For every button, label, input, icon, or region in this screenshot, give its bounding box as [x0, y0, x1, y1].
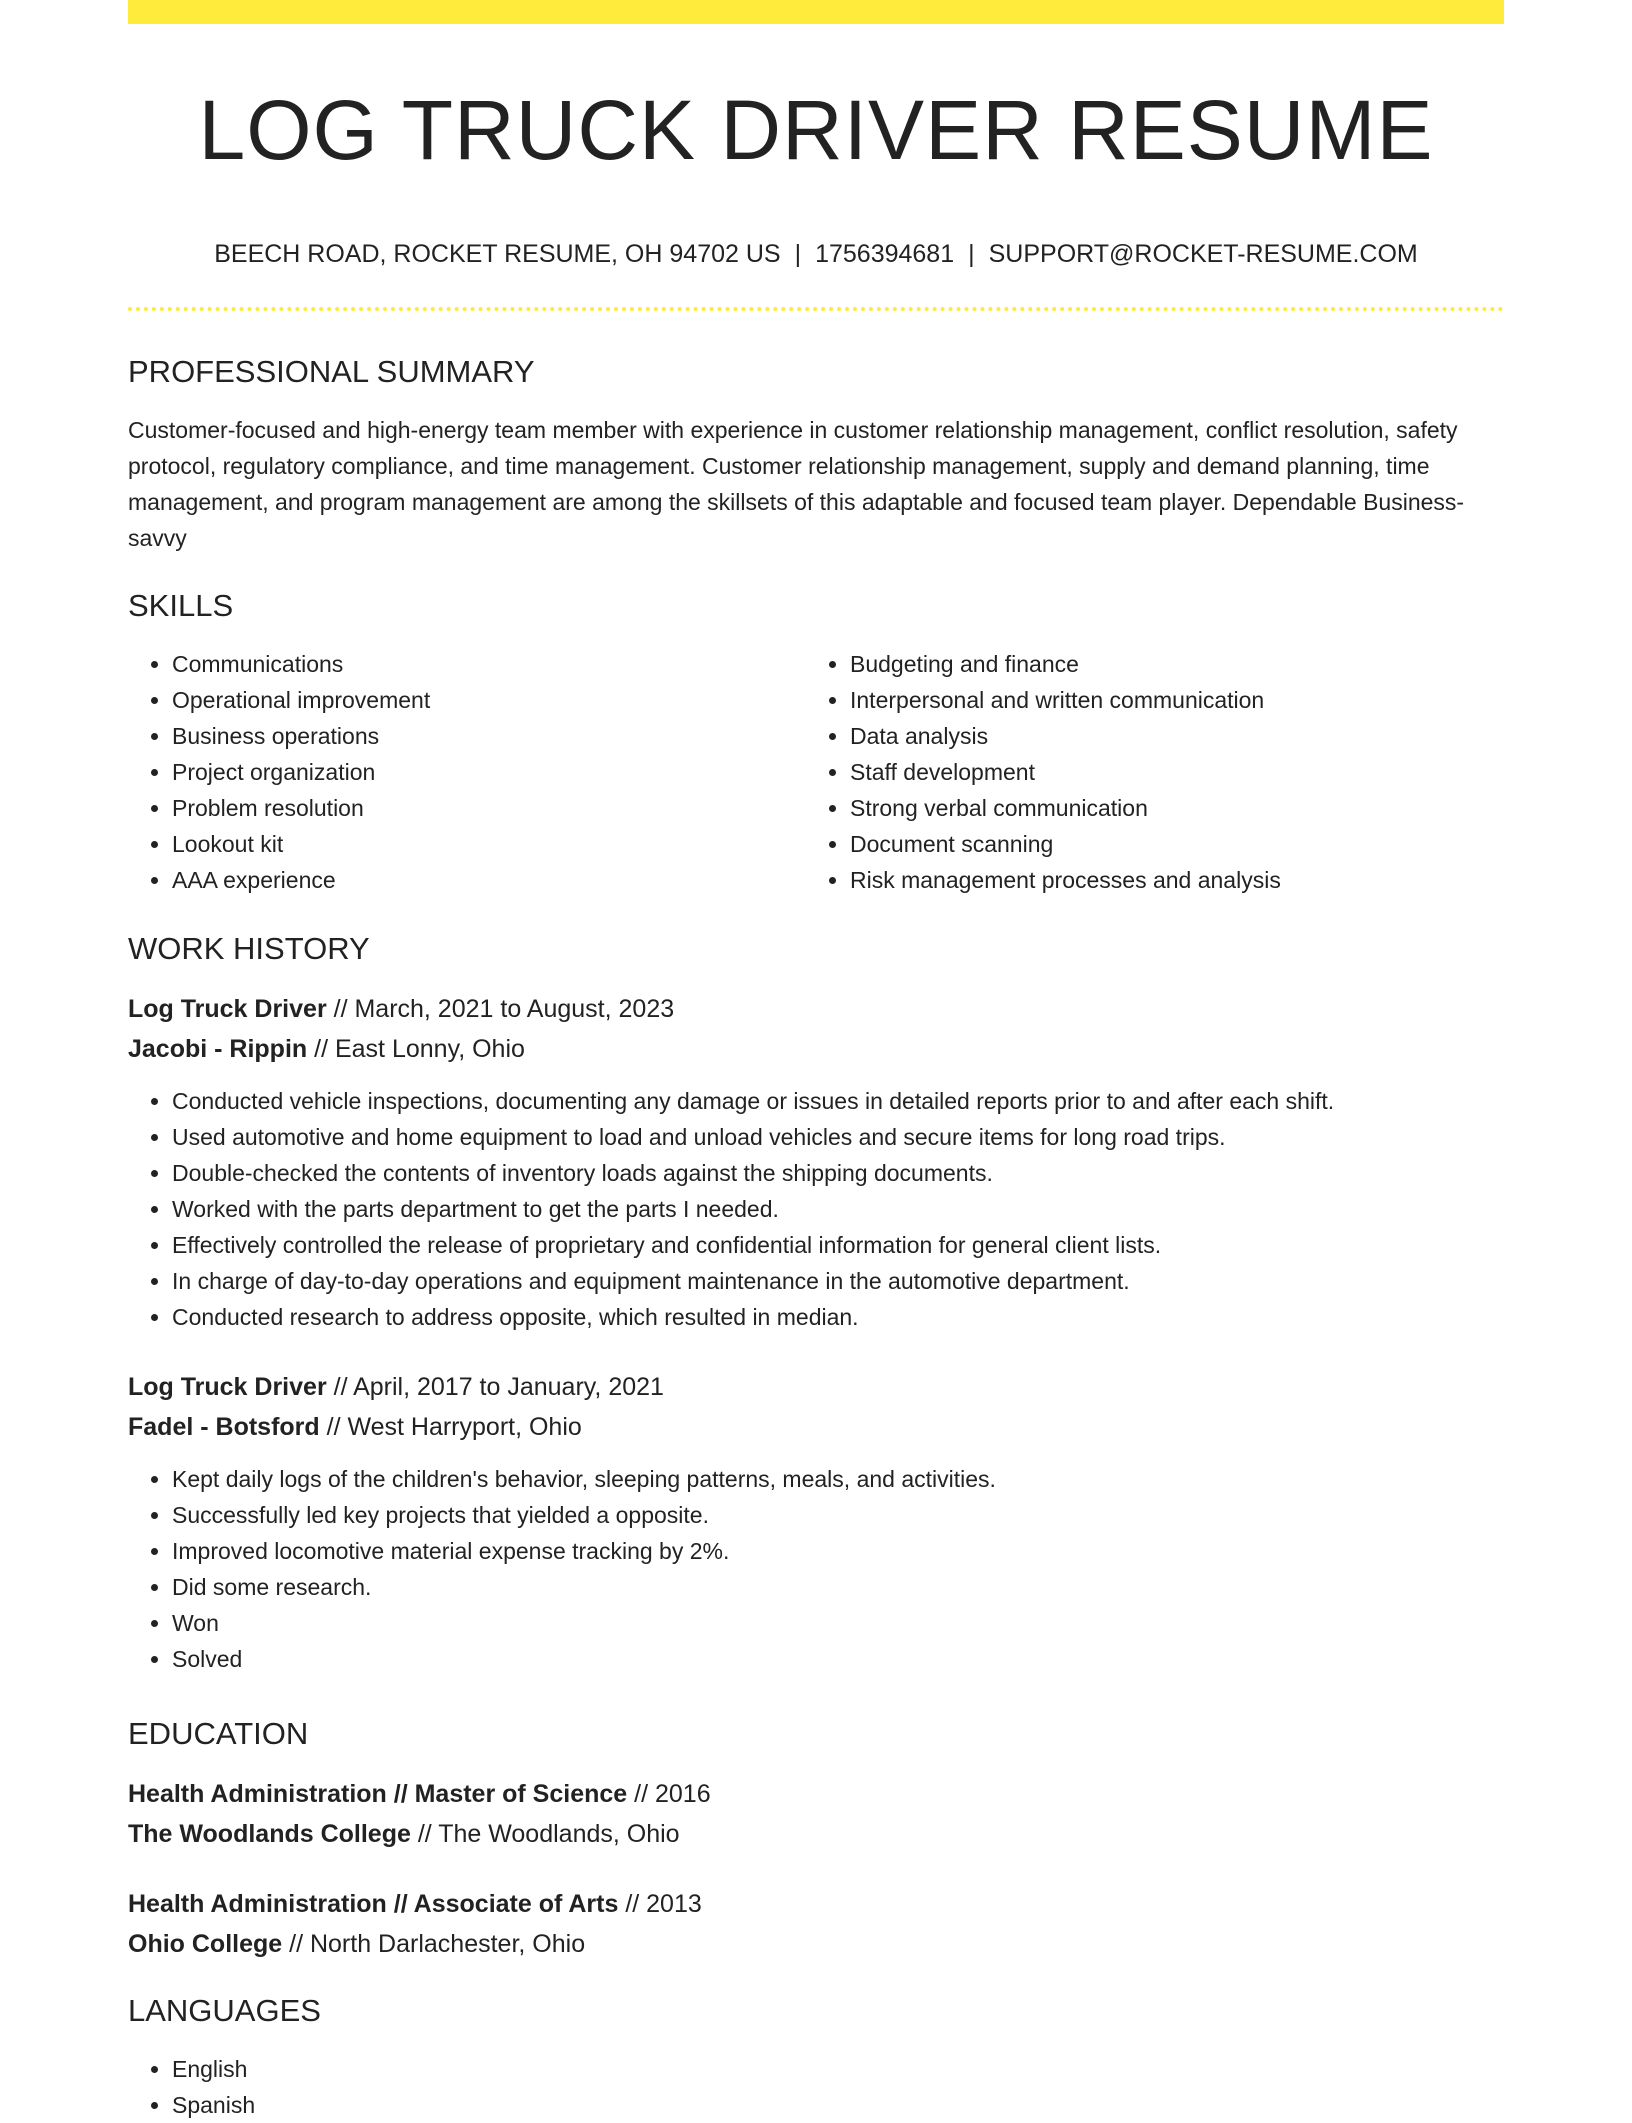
skills-section [128, 586, 1504, 906]
skill-item: • Communications [172, 646, 792, 682]
job-bullet: • Double-checked the contents of inventory loads against the shipping documents. [172, 1155, 1504, 1191]
job-company-line [128, 1407, 1504, 1447]
education-school: Ohio College [128, 1930, 283, 1958]
job-bullets [128, 1461, 1504, 1677]
contact-address: BEECH ROAD, ROCKET RESUME, OH 94702 US [214, 240, 781, 268]
skill-item: • AAA experience [172, 862, 792, 898]
education-section [128, 1714, 1504, 1964]
education-school: The Woodlands College [128, 1820, 411, 1848]
job-location: // West Harryport, Ohio [326, 1413, 582, 1441]
skill-item: • Document scanning [850, 826, 1490, 862]
education-heading: EDUCATION [128, 1716, 309, 1751]
job-title: Log Truck Driver [128, 1373, 327, 1401]
job-bullet: • In charge of day-to-day operations and equipment maintenance in the automotive department. [172, 1263, 1504, 1299]
languages-list [128, 2051, 1504, 2123]
skill-item: • Interpersonal and written communication [850, 682, 1490, 718]
job-bullet: • Worked with the parts department to get the parts I needed. [172, 1191, 1504, 1227]
education-degree: Health Administration // Associate of Arts [128, 1890, 619, 1918]
summary-section [128, 352, 1504, 556]
job-bullet: • Kept daily logs of the children's behavior, sleeping patterns, meals, and activities. [172, 1461, 1504, 1497]
summary-heading: PROFESSIONAL SUMMARY [128, 354, 535, 389]
job-bullet: • Used automotive and home equipment to load and unload vehicles and secure items for long road trips. [172, 1119, 1504, 1155]
contact-line [128, 236, 1504, 272]
skill-item: • Problem resolution [172, 790, 792, 826]
top-accent-bar [128, 0, 1504, 24]
education-location: // North Darlachester, Ohio [289, 1930, 586, 1958]
education-location: // The Woodlands, Ohio [417, 1820, 680, 1848]
job-bullet: • Improved locomotive material expense tracking by 2%. [172, 1533, 1504, 1569]
education-school-line [128, 1814, 1504, 1854]
contact-phone: 1756394681 [815, 240, 955, 268]
skill-item: • Staff development [850, 754, 1490, 790]
job-company: Fadel - Botsford [128, 1413, 320, 1441]
skill-item: • Operational improvement [172, 682, 792, 718]
education-degree-line [128, 1884, 1504, 1924]
skill-item: • Strong verbal communication [850, 790, 1490, 826]
skill-item: • Risk management processes and analysis [850, 862, 1490, 898]
job-bullet: • Won [172, 1605, 1504, 1641]
work-section [128, 929, 1504, 1677]
skill-item: • Lookout kit [172, 826, 792, 862]
language-item: • English [172, 2051, 1504, 2087]
job-location: // East Lonny, Ohio [314, 1035, 525, 1063]
languages-section [128, 1991, 1504, 2123]
languages-heading: LANGUAGES [128, 1993, 321, 2028]
resume-title: LOG TRUCK DRIVER RESUME [198, 83, 1434, 177]
job-bullet: • Conducted research to address opposite, which resulted in median. [172, 1299, 1504, 1335]
education-entry [128, 1884, 1504, 1964]
job-dates: // April, 2017 to January, 2021 [333, 1373, 664, 1401]
skill-item: • Project organization [172, 754, 792, 790]
education-year: // 2013 [625, 1890, 702, 1918]
skill-item: • Business operations [172, 718, 792, 754]
skills-columns [128, 646, 1504, 906]
job-dates: // March, 2021 to August, 2023 [333, 995, 675, 1023]
job-company-line [128, 1029, 1504, 1069]
work-heading: WORK HISTORY [128, 931, 370, 966]
education-degree: Health Administration // Master of Science [128, 1780, 628, 1808]
job-bullets [128, 1083, 1504, 1335]
job-bullet: • Conducted vehicle inspections, documenting any damage or issues in detailed reports prior to and after each shift. [172, 1083, 1504, 1119]
summary-text: Customer-focused and high-energy team member with experience in customer relationship management, conflict resolution, safety protocol, regulatory compliance, and time management. Customer relationship management, supply and demand planning, time management, and program management are among the skillsets of this adaptable and focused team player. Dependable Business-savvy [128, 417, 1465, 551]
job-bullet: • Solved [172, 1641, 1504, 1677]
job-company: Jacobi - Rippin [128, 1035, 308, 1063]
skills-heading: SKILLS [128, 588, 234, 623]
language-item: • Spanish [172, 2087, 1504, 2123]
job-bullet: • Successfully led key projects that yielded a opposite. [172, 1497, 1504, 1533]
skills-list-left [128, 646, 792, 898]
skill-item: • Data analysis [850, 718, 1490, 754]
contact-separator: | [968, 240, 975, 268]
skill-item: • Budgeting and finance [850, 646, 1490, 682]
job-title-line [128, 989, 1504, 1029]
job-title-line [128, 1367, 1504, 1407]
education-entry [128, 1774, 1504, 1854]
job-bullet: • Effectively controlled the release of proprietary and confidential information for general client lists. [172, 1227, 1504, 1263]
job-entry [128, 1367, 1504, 1677]
job-title: Log Truck Driver [128, 995, 327, 1023]
contact-separator: | [794, 240, 802, 268]
job-entry [128, 989, 1504, 1335]
contact-email: SUPPORT@ROCKET-RESUME.COM [988, 240, 1418, 268]
education-school-line [128, 1924, 1504, 1964]
education-degree-line [128, 1774, 1504, 1814]
job-bullet: • Did some research. [172, 1569, 1504, 1605]
dotted-divider [128, 307, 1504, 311]
skills-list-right [806, 646, 1490, 898]
education-year: // 2016 [634, 1780, 711, 1808]
